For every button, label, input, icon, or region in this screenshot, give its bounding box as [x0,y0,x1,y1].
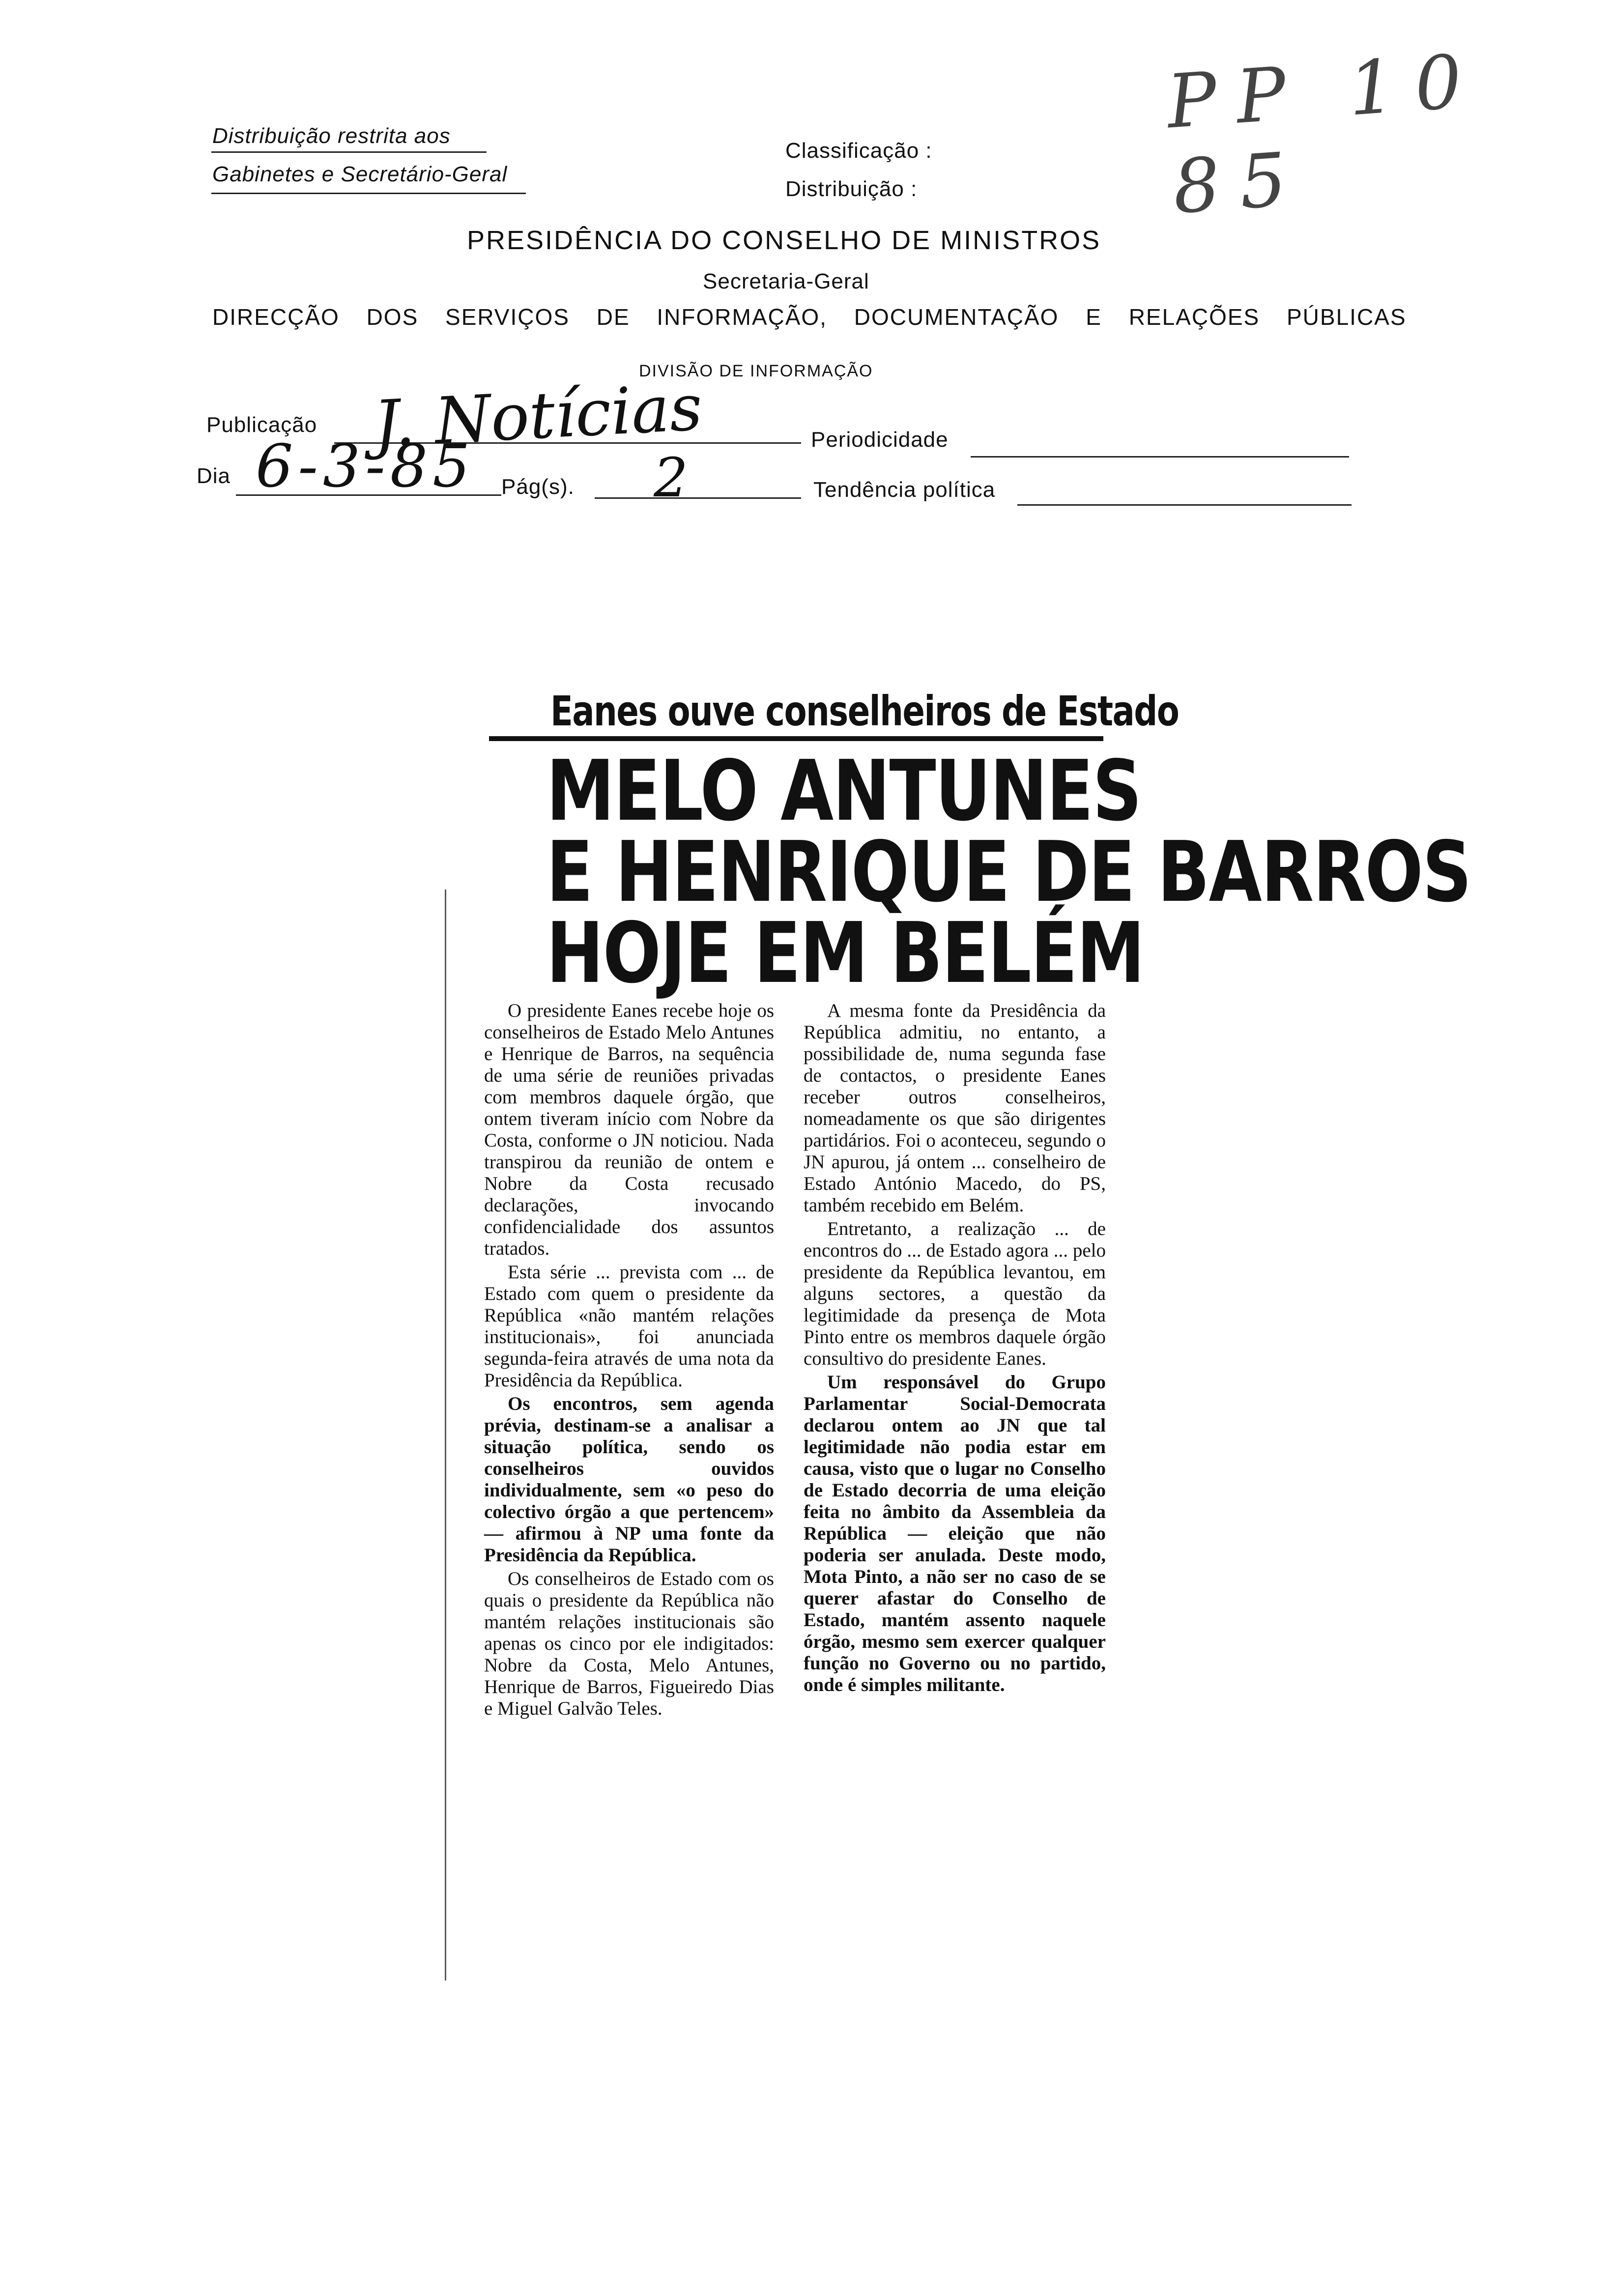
clipping-left-border [445,890,446,1980]
pages-label: Pág(s). [501,475,575,499]
article-kicker: Eanes ouve conselheiros de Estado [550,687,1179,735]
tendency-line [1017,504,1352,506]
periodicity-line [971,456,1349,458]
restricted-distribution-line2: Gabinetes e Secretário-Geral [212,162,508,186]
left-paragraph-1: O presidente Eanes recebe hoje os conselheiros de Estado Melo Antunes e Henrique de Barros, na sequência de uma série de reuniões privadas com membros daquele órgão, que ontem tiveram início com Nobre da Costa, conforme o JN noticiou. Nada transpirou da reunião de ontem e Nobre da Costa recusado declarações, invocando confidencialidade dos assuntos tratados. [484,1000,774,1259]
division-line: DIVISÃO DE INFORMAÇÃO [639,362,873,380]
periodicity-label: Periodicidade [811,428,949,452]
headline-line-1: MELO ANTUNES [546,743,1141,840]
restricted-underline-1 [211,151,487,153]
headline-line-2: E HENRIQUE DE BARROS [546,824,1471,921]
pages-line [595,497,801,499]
publication-label: Publicação [206,413,317,437]
kicker-rule [489,736,1103,741]
restricted-distribution-line1: Distribuição restrita aos [212,124,451,148]
pages-value: 2 [654,446,688,509]
article-right-column [804,1000,1106,1698]
corner-handwritten-note: PP 10 85 [1164,38,1484,230]
left-paragraph-3: Os encontros, sem agenda prévia, destinam-se a analisar a situação política, sendo os conselheiros ouvidos individualmente, sem «o peso do colectivo órgão a que pertencem» — afirmou à NP uma fonte da Presidência da República. [484,1393,774,1566]
headline-line-3: HOJE EM BELÉM [546,905,1144,1002]
publication-value: J. Notícias [372,370,704,462]
directorate-line: DIRECÇÃO DOS SERVIÇOS DE INFORMAÇÃO, DOCUMENTAÇÃO E RELAÇÕES PÚBLICAS [212,304,1407,330]
right-paragraph-1: A mesma fonte da Presidência da República admitiu, no entanto, a possibilidade de, numa segunda fase de contactos, o presidente Eanes receber outros conselheiros, nomeadamente os que são dirigentes partidários. Foi o aconteceu, segundo o JN apurou, já ontem ... conselheiro de Estado António Macedo, do PS, também recebido em Belém. [804,1000,1106,1216]
left-paragraph-4: Os conselheiros de Estado com os quais o presidente da República não mantém relações institucionais são apenas os cinco por ele indigitados: Nobre da Costa, Melo Antunes, Henrique de Barros, Figueiredo Dias e Miguel Galvão Teles. [484,1568,774,1719]
day-value: 6-3-85 [256,432,475,501]
day-label: Dia [197,464,231,488]
classification-label: Classificação : [785,139,932,163]
article-left-column [484,1000,774,1722]
distribution-label: Distribuição : [785,177,918,201]
tendency-label: Tendência política [813,478,996,502]
restricted-underline-2 [211,193,526,194]
org-subtitle: Secretaria-Geral [703,269,869,293]
right-paragraph-2: Entretanto, a realização ... de encontros do ... de Estado agora ... pelo presidente da República levantou, em alguns sectores, a questão da legitimidade da presença de Mota Pinto entre os membros daquele órgão consultivo do presidente Eanes. [804,1218,1106,1369]
org-title: PRESIDÊNCIA DO CONSELHO DE MINISTROS [467,226,1101,255]
right-paragraph-3: Um responsável do Grupo Parlamentar Social-Democrata declarou ontem ao JN que tal legitimidade não podia estar em causa, visto que o lugar no Conselho de Estado decorria de uma eleição feita no âmbito da Assembleia da República — eleição que não poderia ser anulada. Deste modo, Mota Pinto, a não ser no caso de se querer afastar do Conselho de Estado, mantém assento naquele órgão, mesmo sem exercer qualquer função no Governo ou no partido, onde é simples militante. [804,1372,1106,1695]
left-paragraph-2: Esta série ... prevista com ... de Estado com quem o presidente da República «não mantém relações institucionais», foi anunciada segunda-feira através de uma nota da Presidência da República. [484,1262,774,1391]
